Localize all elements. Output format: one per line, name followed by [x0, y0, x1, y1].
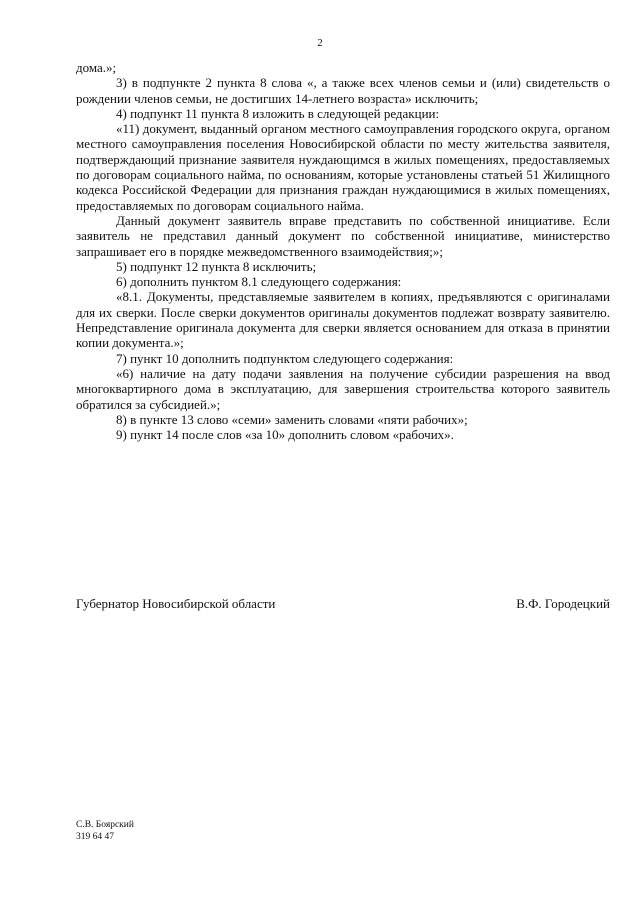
paragraph-clause-8-1: «8.1. Документы, представляемые заявителем в копиях, предъявляются с оригиналами для их сверки. После сверки документов оригиналы документов подлежат возврату заявителю. Непредставление оригинала документа для сверки является основанием для отказа в принятии копии документа.»; [76, 289, 610, 351]
signatory-name: В.Ф. Городецкий [516, 596, 610, 611]
paragraph-item-8: 8) в пункте 13 слово «семи» заменить словами «пяти рабочих»; [116, 411, 468, 427]
paragraph-subitem-6: «6) наличие на дату подачи заявления на получение субсидии разрешения на ввод многоквартирного дома в эксплуатацию, для завершения строительства которого заявитель обратился за субсидией.»; [76, 365, 610, 412]
executor-contact [76, 819, 134, 843]
signatory-position: Губернатор Новосибирской области [76, 596, 276, 611]
paragraph-item-3: 3) в подпункте 2 пункта 8 слова «, а также всех членов семьи и (или) свидетельств о рождении членов семьи, не достигших 14-летнего возраста» исключить; [76, 75, 610, 106]
executor-phone: 319 64 47 [76, 832, 114, 842]
paragraph-item-4: 4) подпункт 11 пункта 8 изложить в следующей редакции: [116, 105, 440, 121]
paragraph-item-7: 7) пункт 10 дополнить подпунктом следующего содержания: [116, 350, 454, 366]
signature-block [76, 596, 610, 612]
paragraph-item-5: 5) подпункт 12 пункта 8 исключить; [116, 258, 317, 274]
paragraph-continuation: дома.»; [76, 60, 117, 75]
paragraph-document-note: Данный документ заявитель вправе представить по собственной инициативе. Если заявитель не представил данный документ по собственной инициативе, министерство запрашивает его в порядке межведомственного взаимодействия;»; [76, 212, 610, 259]
paragraph-item-9: 9) пункт 14 после слов «за 10» дополнить словом «рабочих». [116, 427, 454, 443]
document-body [76, 60, 610, 442]
page-number: 2 [317, 37, 323, 49]
paragraph-item-6: 6) дополнить пунктом 8.1 следующего содержания: [116, 274, 402, 290]
paragraph-subitem-11: «11) документ, выданный органом местного самоуправления городского округа, органом местного самоуправления поселения Новосибирской области по месту жительства заявителя, подтверждающий признание заявителя нуждающимся в жилых помещениях, предоставляемых по договорам социального найма, по основаниям, которые установлены статьей 51 Жилищного кодекса Российской Федерации для признания граждан нуждающимися в жилых помещениях, предоставляемых по договорам социального найма. [76, 121, 610, 213]
executor-name: С.В. Боярский [76, 820, 134, 830]
